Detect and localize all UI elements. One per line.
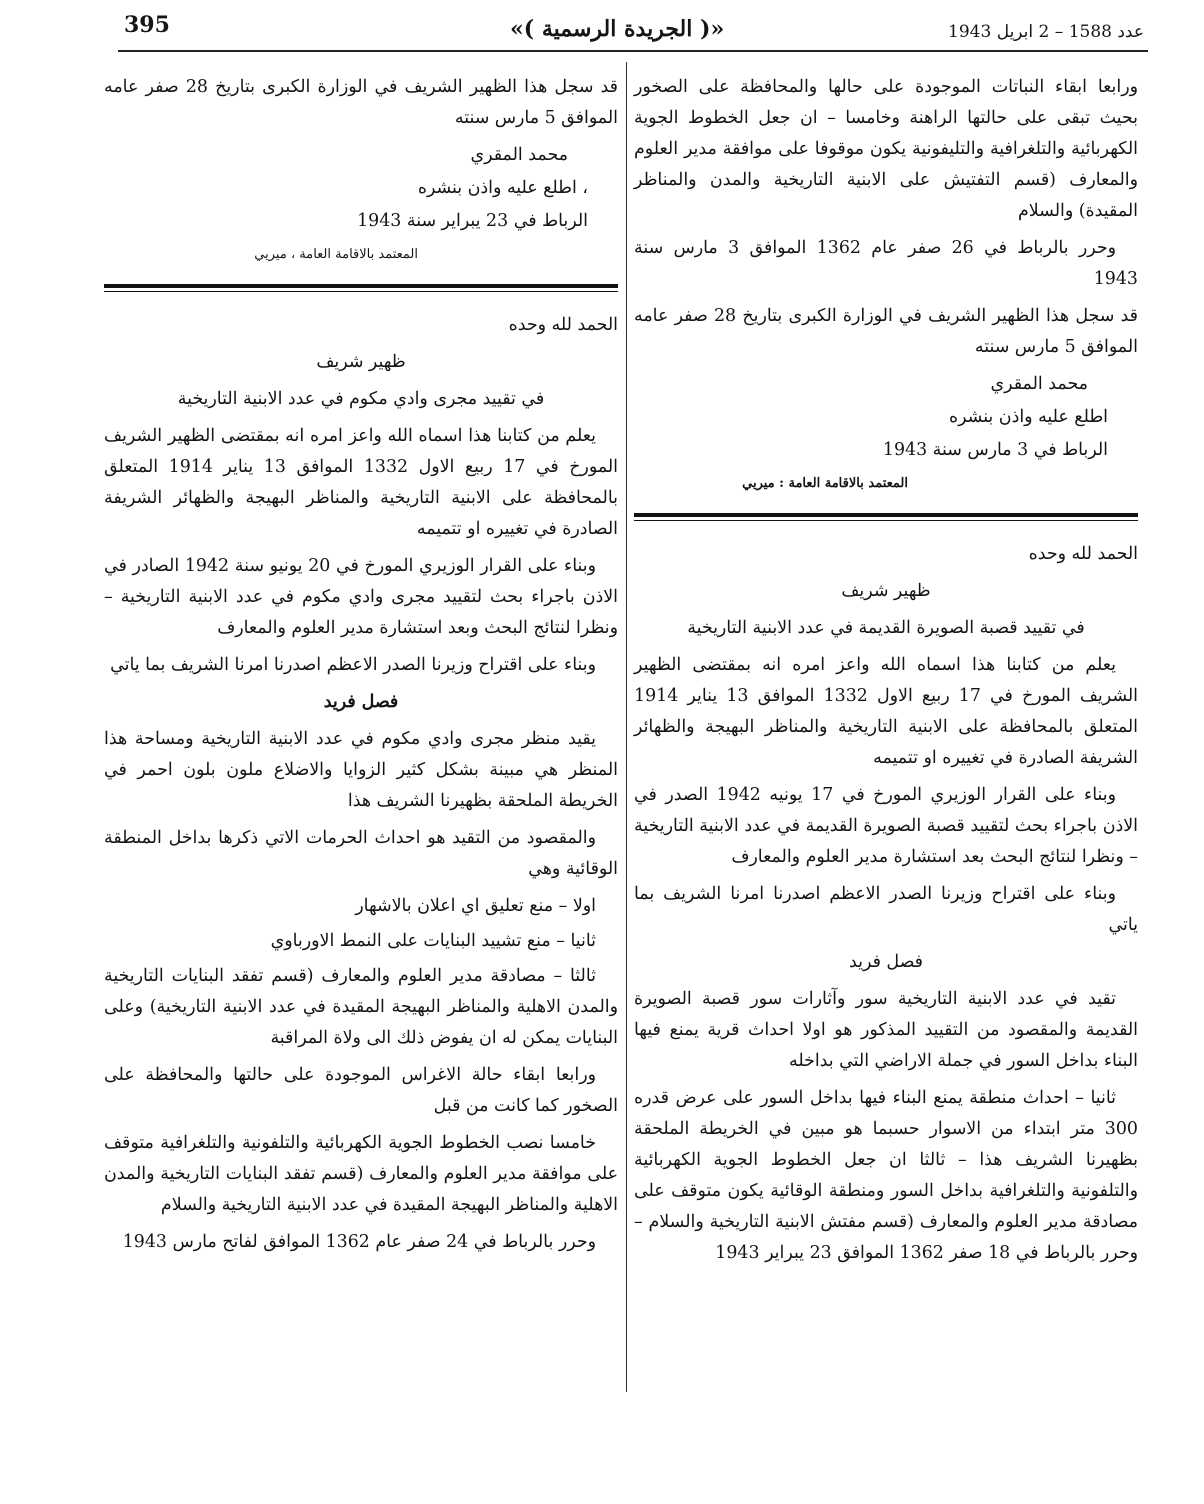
registration-note: قد سجل هذا الظهير الشريف في الوزارة الكبرى بتاريخ 28 صفر عامه الموافق 5 مارس سنته <box>104 77 618 128</box>
section-heading: فصل فريد <box>849 952 923 972</box>
praise-line: الحمد لله وحده <box>508 315 618 335</box>
signature: محمد المقري <box>470 145 568 165</box>
paragraph: يعلم من كتابنا هذا اسماه الله واعز امره انه بمقتضى الظهير الشريف المورخ في 17 ربيع الاول 1332 الموافق 13 يناير 1914 المتعلق بالمحافظة على الابنية التاريخية والمناظر البهيجة والظهائر الشريفة الصادرة في تغييره او تتميمه <box>104 426 619 539</box>
dahir-subject: في تقييد مجرى وادي مكوم في عدد الابنية التاريخية <box>177 389 545 409</box>
resident-signature: المعتمد بالاقامة العامة : ميريي <box>742 476 908 491</box>
approval-date: الرباط في 3 مارس سنة 1943 <box>882 440 1108 460</box>
paragraph: ثالثا – مصادقة مدير العلوم والمعارف (قسم تفقد البنايات التاريخية والمدن الاهلية والمناظر البهيجة المقيدة في عدد الابنية التاريخية) وعلى البنايات يمكن له ان يفوض ذلك الى ولاة المراقبة <box>104 966 618 1048</box>
paragraph: وبناء على القرار الوزيري المورخ في 17 يونيه 1942 الصدر في الاذن باجراء بحث لتقييد قصبة الصويرة القديمة في عدد الابنية التاريخية – ونظرا لنتائج البحث بعد استشارة مدير العلوم والمعارف <box>634 785 1138 867</box>
list-item: اولا – منع تعليق اي اعلان بالاشهار <box>355 896 596 916</box>
header-divider <box>118 50 1148 52</box>
dahir-heading: ظهير شريف <box>316 352 406 372</box>
dahir-subject: في تقييد قصبة الصويرة القديمة في عدد الابنية التاريخية <box>687 618 1085 638</box>
section-heading: فصل فريد <box>323 692 399 712</box>
paragraph: ورابعا ابقاء حالة الاغراس الموجودة على حالتها والمحافظة على الصخور كما كانت من قبل <box>104 1065 618 1116</box>
paragraph: يعلم من كتابنا هذا اسماه الله واعز امره انه بمقتضى الظهير الشريف المورخ في 17 ربيع الاول 1332 الموافق 13 يناير 1914 المتعلق بالمحافظة على الابنية التاريخية والمناظر البهيجة والظهائر الشريفة الصادرة في تغييره او تتميمه <box>634 655 1138 768</box>
issue-date: عدد 1588 – 2 ابريل 1943 <box>948 22 1144 42</box>
paragraph: تقيد في عدد الابنية التاريخية سور وآثارات سور قصبة الصويرة القديمة والمقصود من التقييد المذكور هو اولا احداث قرية يمنع فيها البناء بداخل السور في جملة الاراضي التي بداخله <box>634 989 1138 1071</box>
date-line: وحرر بالرباط في 26 صفر عام 1362 الموافق 3 مارس سنة 1943 <box>634 238 1138 289</box>
paragraph: ورابعا ابقاء النباتات الموجودة على حالها والمحافظة على الصخور بحيث تبقى على حالتها الراهنة وخامسا – ان جعل الخطوط الجوية الكهربائية والتلغرافية والتليفونية يكون موقوفا على موافقة مدير العلوم والمعارف (قسم التفتيش على الابنية التاريخية والمدن والمناظر المقيدة) والسلام <box>634 77 1138 221</box>
paragraph: وبناء على القرار الوزيري المورخ في 20 يونيو سنة 1942 الصادر في الاذن باجراء بحث لتقييد مجرى وادي مكوم في عدد الابنية التاريخية – ونظرا لنتائج البحث وبعد استشارة مدير العلوم والمعارف <box>104 556 618 638</box>
section-divider <box>104 284 618 292</box>
paragraph: يقيد منظر مجرى وادي مكوم في عدد الابنية التاريخية ومساحة هذا المنظر هي مبينة بشكل كثير الزوايا والاضلاع ملون بلون احمر في الخريطة الملحقة بظهيرنا الشريف هذا <box>104 729 618 811</box>
approval-line: ، اطلع عليه واذن بنشره <box>417 178 588 198</box>
date-line: وحرر بالرباط في 24 صفر عام 1362 الموافق لفاتح مارس 1943 <box>122 1232 596 1252</box>
paragraph: وبناء على اقتراح وزيرنا الصدر الاعظم اصدرنا امرنا الشريف بما ياتي <box>110 655 596 675</box>
page-number: 395 <box>124 12 170 38</box>
section-divider <box>634 513 1138 521</box>
paragraph: والمقصود من التقيد هو احداث الحرمات الاتي ذكرها بداخل المنطقة الوقائية وهي <box>104 828 618 879</box>
signature: محمد المقري <box>990 374 1088 394</box>
paragraph: خامسا نصب الخطوط الجوية الكهربائية والتلفونية والتلغرافية متوقف على موافقة مدير العلوم والمعارف (قسم تفقد البنايات التاريخية والمدن الاهلية والمناظر البهيجة المقيدة في عدد الابنية التاريخية والسلام <box>104 1133 618 1215</box>
list-item: ثانيا – منع تشييد البنايات على النمط الاورباوي <box>270 931 596 951</box>
gazette-title: «( الجريدة الرسمية )» <box>510 16 725 42</box>
dahir-heading: ظهير شريف <box>841 581 931 601</box>
approval-date: الرباط في 23 يبراير سنة 1943 <box>357 211 588 231</box>
right-column <box>634 72 1138 1275</box>
resident-signature: المعتمد بالاقامة العامة ، ميريي <box>254 247 418 262</box>
paragraph: ثانيا – احداث منطقة يمنع البناء فيها بداخل السور على عرض قدره 300 متر ابتداء من الاسوار حسبما هو مبين في الخريطة الملحقة بظهيرنا الشريف هذا – ثالثا ان جعل الخطوط الجوية الكهربائية والتلفونية والتلغرافية بداخل السور ومنطقة الوقائية يكون متوقف على مصادقة مدير العلوم والمعارف (قسم مفتش الابنية التاريخية والسلام – وحرر بالرباط في 18 صفر 1362 الموافق 23 يبراير 1943 <box>634 1088 1138 1263</box>
praise-line: الحمد لله وحده <box>1028 544 1138 564</box>
registration-note: قد سجل هذا الظهير الشريف في الوزارة الكبرى بتاريخ 28 صفر عامه الموافق 5 مارس سنته <box>634 306 1138 357</box>
approval-line: اطلع عليه واذن بنشره <box>948 407 1108 427</box>
left-column <box>104 72 618 1264</box>
column-divider <box>626 62 627 1392</box>
paragraph: وبناء على اقتراح وزيرنا الصدر الاعظم اصدرنا امرنا الشريف بما ياتي <box>634 884 1138 935</box>
